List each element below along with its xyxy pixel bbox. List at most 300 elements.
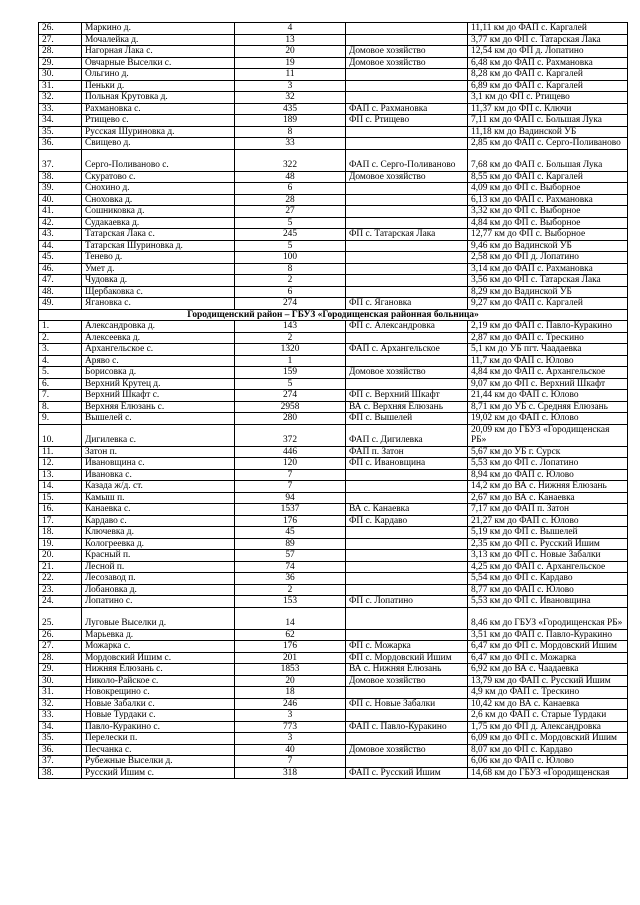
settlement-name-cell: Николо-Райское с.: [82, 675, 235, 687]
settlement-name-cell: Маркино д.: [82, 23, 235, 35]
row-number-cell: 47.: [39, 275, 82, 287]
settlement-name-cell: Польная Крутовка д.: [82, 92, 235, 104]
row-number-cell: 29.: [39, 57, 82, 69]
population-cell: 5: [235, 378, 346, 390]
population-cell: 318: [235, 767, 346, 779]
distance-to-facility-cell: 4,25 км до ФАП с. Архангельское: [468, 561, 628, 573]
table-row: [39, 596, 628, 608]
table-row: [39, 504, 628, 516]
medical-unit-cell: [346, 469, 468, 481]
row-number-cell: 5.: [39, 367, 82, 379]
row-number-cell: 46.: [39, 263, 82, 275]
row-number-cell: 13.: [39, 469, 82, 481]
table-row: [39, 80, 628, 92]
row-number-cell: 22.: [39, 573, 82, 585]
medical-unit-cell: [346, 263, 468, 275]
settlement-name-cell: Борисовка д.: [82, 367, 235, 379]
population-cell: 94: [235, 492, 346, 504]
settlement-name-cell: Русская Шуриновка д.: [82, 126, 235, 138]
distance-to-facility-cell: 8,46 км до ГБУЗ «Городищенская РБ»: [468, 607, 628, 629]
population-cell: 3: [235, 710, 346, 722]
medical-unit-cell: [346, 194, 468, 206]
table-row: [39, 561, 628, 573]
medical-unit-cell: [346, 378, 468, 390]
distance-to-facility-cell: 5,53 км до ФП с. Лопатино: [468, 458, 628, 470]
medical-unit-cell: [346, 80, 468, 92]
table-row: [39, 149, 628, 171]
medical-unit-cell: ФАП с. Дигилевка: [346, 424, 468, 446]
population-cell: 176: [235, 515, 346, 527]
table-row: [39, 573, 628, 585]
distance-to-facility-cell: 9,46 км до Вадинской УБ: [468, 240, 628, 252]
medical-unit-cell: ФП с. Татарская Лака: [346, 229, 468, 241]
table-row: [39, 698, 628, 710]
population-cell: 20: [235, 675, 346, 687]
settlement-name-cell: Щербаковка с.: [82, 286, 235, 298]
row-number-cell: 3.: [39, 344, 82, 356]
settlement-name-cell: Овчарные Выселки с.: [82, 57, 235, 69]
medical-unit-cell: [346, 69, 468, 81]
distance-to-facility-cell: 2,19 км до ФАП с. Павло-Куракино: [468, 321, 628, 333]
distance-to-facility-cell: 14,2 км до ВА с. Нижняя Елюзань: [468, 481, 628, 493]
table-row: [39, 652, 628, 664]
row-number-cell: 8.: [39, 401, 82, 413]
settlement-name-cell: Марьевка д.: [82, 629, 235, 641]
row-number-cell: 37.: [39, 149, 82, 171]
row-number-cell: 10.: [39, 424, 82, 446]
settlement-name-cell: Дигилевка с.: [82, 424, 235, 446]
settlement-name-cell: Александровка д.: [82, 321, 235, 333]
table-row: [39, 378, 628, 390]
medical-unit-cell: Домовое хозяйство: [346, 46, 468, 58]
row-number-cell: 35.: [39, 733, 82, 745]
table-row: [39, 57, 628, 69]
distance-to-facility-cell: 12,54 км до ФП д. Лопатино: [468, 46, 628, 58]
population-cell: 2: [235, 584, 346, 596]
table-row: [39, 171, 628, 183]
population-cell: 274: [235, 298, 346, 310]
distance-to-facility-cell: 4,09 км до ФП с. Выборное: [468, 183, 628, 195]
settlements-table: [38, 22, 628, 779]
table-row: [39, 515, 628, 527]
table-row: [39, 641, 628, 653]
population-cell: 1: [235, 355, 346, 367]
distance-to-facility-cell: 11,37 км до ФП с. Ключи: [468, 103, 628, 115]
row-number-cell: 18.: [39, 527, 82, 539]
table-row: [39, 424, 628, 446]
population-cell: 246: [235, 698, 346, 710]
row-number-cell: 31.: [39, 80, 82, 92]
table-row: [39, 275, 628, 287]
row-number-cell: 34.: [39, 115, 82, 127]
population-cell: 45: [235, 527, 346, 539]
settlement-name-cell: Ивановщина с.: [82, 458, 235, 470]
row-number-cell: 24.: [39, 596, 82, 608]
distance-to-facility-cell: 11,11 км до ФАП с. Каргалей: [468, 23, 628, 35]
row-number-cell: 26.: [39, 629, 82, 641]
settlement-name-cell: Камыш п.: [82, 492, 235, 504]
table-row: [39, 263, 628, 275]
row-number-cell: 39.: [39, 183, 82, 195]
row-number-cell: 40.: [39, 194, 82, 206]
population-cell: 4: [235, 23, 346, 35]
population-cell: 1853: [235, 664, 346, 676]
distance-to-facility-cell: 10,42 км до ВА с. Канаевка: [468, 698, 628, 710]
medical-unit-cell: [346, 275, 468, 287]
settlement-name-cell: Мордовский Ишим с.: [82, 652, 235, 664]
row-number-cell: 29.: [39, 664, 82, 676]
table-row: [39, 355, 628, 367]
population-cell: 245: [235, 229, 346, 241]
settlement-name-cell: Сошниковка д.: [82, 206, 235, 218]
table-row: [39, 710, 628, 722]
population-cell: 32: [235, 92, 346, 104]
medical-unit-cell: ФП с. Можарка: [346, 641, 468, 653]
row-number-cell: 48.: [39, 286, 82, 298]
population-cell: 773: [235, 721, 346, 733]
settlement-name-cell: Умет д.: [82, 263, 235, 275]
settlement-name-cell: Лопатино с.: [82, 596, 235, 608]
medical-unit-cell: [346, 584, 468, 596]
distance-to-facility-cell: 8,71 км до УБ с. Средняя Елюзань: [468, 401, 628, 413]
settlement-name-cell: Ключевка д.: [82, 527, 235, 539]
row-number-cell: 31.: [39, 687, 82, 699]
distance-to-facility-cell: 4,84 км до ФАП с. Архангельское: [468, 367, 628, 379]
row-number-cell: 28.: [39, 46, 82, 58]
settlement-name-cell: Кологреевка д.: [82, 538, 235, 550]
medical-unit-cell: ФП с. Новые Забалки: [346, 698, 468, 710]
row-number-cell: 21.: [39, 561, 82, 573]
distance-to-facility-cell: 3,13 км до ФП с. Новые Забалки: [468, 550, 628, 562]
distance-to-facility-cell: 3,14 км до ФАП с. Рахмановка: [468, 263, 628, 275]
settlement-name-cell: Серго-Поливаново с.: [82, 149, 235, 171]
row-number-cell: 44.: [39, 240, 82, 252]
medical-unit-cell: [346, 332, 468, 344]
table-row: [39, 675, 628, 687]
row-number-cell: 17.: [39, 515, 82, 527]
distance-to-facility-cell: 21,27 км до ФАП с. Юлово: [468, 515, 628, 527]
table-row: [39, 103, 628, 115]
row-number-cell: 33.: [39, 103, 82, 115]
row-number-cell: 32.: [39, 92, 82, 104]
settlement-name-cell: Ольгино д.: [82, 69, 235, 81]
settlement-name-cell: Русский Ишим с.: [82, 767, 235, 779]
settlement-name-cell: Тенево д.: [82, 252, 235, 264]
settlement-name-cell: Красный п.: [82, 550, 235, 562]
table-row: [39, 733, 628, 745]
medical-unit-cell: [346, 629, 468, 641]
distance-to-facility-cell: 19,02 км до ФАП с. Юлово: [468, 413, 628, 425]
population-cell: 74: [235, 561, 346, 573]
settlement-name-cell: Татарская Шуриновка д.: [82, 240, 235, 252]
row-number-cell: 33.: [39, 710, 82, 722]
settlement-name-cell: Новые Турдаки с.: [82, 710, 235, 722]
distance-to-facility-cell: 7,17 км до ФАП п. Затон: [468, 504, 628, 516]
table-row: [39, 34, 628, 46]
distance-to-facility-cell: 4,84 км до ФП с. Выборное: [468, 217, 628, 229]
distance-to-facility-cell: 6,47 км до ФП с. Мордовский Ишим: [468, 641, 628, 653]
table-row: [39, 46, 628, 58]
table-row: [39, 286, 628, 298]
settlement-name-cell: Пеньки д.: [82, 80, 235, 92]
settlement-name-cell: Ртищево с.: [82, 115, 235, 127]
population-cell: 143: [235, 321, 346, 333]
distance-to-facility-cell: 2,67 км до ВА с. Канаевка: [468, 492, 628, 504]
medical-unit-cell: [346, 492, 468, 504]
medical-unit-cell: ФП с. Вышелей: [346, 413, 468, 425]
table-row: [39, 458, 628, 470]
table-row: [39, 92, 628, 104]
medical-unit-cell: ФП с. Мордовский Ишим: [346, 652, 468, 664]
medical-unit-cell: ФП с. Кардаво: [346, 515, 468, 527]
settlement-name-cell: Татарская Лака с.: [82, 229, 235, 241]
settlement-name-cell: Верхний Шкафт с.: [82, 390, 235, 402]
medical-unit-cell: [346, 573, 468, 585]
distance-to-facility-cell: 3,1 км до ФП с. Ртищево: [468, 92, 628, 104]
distance-to-facility-cell: 3,32 км до ФП с. Выборное: [468, 206, 628, 218]
row-number-cell: 28.: [39, 652, 82, 664]
settlement-name-cell: Аряво с.: [82, 355, 235, 367]
distance-to-facility-cell: 5,1 км до УБ пгт. Чаадаевка: [468, 344, 628, 356]
settlement-name-cell: Мочалейка д.: [82, 34, 235, 46]
population-cell: 435: [235, 103, 346, 115]
population-cell: 3: [235, 80, 346, 92]
distance-to-facility-cell: 3,51 км до ФАП с. Павло-Куракино: [468, 629, 628, 641]
distance-to-facility-cell: 21,44 км до ФАП с. Юлово: [468, 390, 628, 402]
medical-unit-cell: ВА с. Верхняя Елюзань: [346, 401, 468, 413]
distance-to-facility-cell: 6,47 км до ФП с. Можарка: [468, 652, 628, 664]
distance-to-facility-cell: 4,9 км до ФАП с. Трескино: [468, 687, 628, 699]
medical-unit-cell: [346, 561, 468, 573]
settlement-name-cell: Перелески п.: [82, 733, 235, 745]
row-number-cell: 43.: [39, 229, 82, 241]
medical-unit-cell: [346, 355, 468, 367]
table-row: [39, 687, 628, 699]
population-cell: 201: [235, 652, 346, 664]
section-title: Городищенский район – ГБУЗ «Городищенская районная больница»: [39, 309, 628, 321]
settlement-name-cell: Луговые Выселки д.: [82, 607, 235, 629]
table-row: [39, 756, 628, 768]
row-number-cell: 20.: [39, 550, 82, 562]
population-cell: 274: [235, 390, 346, 402]
settlement-name-cell: Сноховка д.: [82, 194, 235, 206]
row-number-cell: 23.: [39, 584, 82, 596]
settlement-name-cell: Рахмановка с.: [82, 103, 235, 115]
distance-to-facility-cell: 8,28 км до ФАП с. Каргалей: [468, 69, 628, 81]
population-cell: 2958: [235, 401, 346, 413]
distance-to-facility-cell: 1,75 км до ФП д. Александровка: [468, 721, 628, 733]
settlement-name-cell: Верхний Крутец д.: [82, 378, 235, 390]
population-cell: 189: [235, 115, 346, 127]
distance-to-facility-cell: 5,54 км до ФП с. Кардаво: [468, 573, 628, 585]
distance-to-facility-cell: 8,94 км до ФАП с. Юлово: [468, 469, 628, 481]
table-row: [39, 321, 628, 333]
medical-unit-cell: [346, 92, 468, 104]
medical-unit-cell: ФАП с. Рахмановка: [346, 103, 468, 115]
medical-unit-cell: [346, 252, 468, 264]
distance-to-facility-cell: 9,07 км до ФП с. Верхний Шкафт: [468, 378, 628, 390]
medical-unit-cell: ВА с. Канаевка: [346, 504, 468, 516]
population-cell: 5: [235, 240, 346, 252]
medical-unit-cell: ФАП с. Павло-Куракино: [346, 721, 468, 733]
distance-to-facility-cell: 2,85 км до ФАП с. Серго-Поливаново: [468, 138, 628, 150]
distance-to-facility-cell: 11,7 км до ФАП с. Юлово: [468, 355, 628, 367]
population-cell: 14: [235, 607, 346, 629]
medical-unit-cell: [346, 756, 468, 768]
population-cell: 6: [235, 183, 346, 195]
distance-to-facility-cell: 6,06 км до ФАП с. Юлово: [468, 756, 628, 768]
settlement-name-cell: Алексеевка д.: [82, 332, 235, 344]
population-cell: 33: [235, 138, 346, 150]
population-cell: 6: [235, 286, 346, 298]
medical-unit-cell: ФП с. Ртищево: [346, 115, 468, 127]
distance-to-facility-cell: 14,68 км до ГБУЗ «Городищенская: [468, 767, 628, 779]
table-row: [39, 767, 628, 779]
table-row: [39, 744, 628, 756]
row-number-cell: 30.: [39, 69, 82, 81]
population-cell: 120: [235, 458, 346, 470]
population-cell: 7: [235, 481, 346, 493]
distance-to-facility-cell: 3,56 км до ФП с. Татарская Лака: [468, 275, 628, 287]
settlement-name-cell: Новые Забалки с.: [82, 698, 235, 710]
table-row: [39, 115, 628, 127]
settlement-name-cell: Можарка с.: [82, 641, 235, 653]
population-cell: 36: [235, 573, 346, 585]
medical-unit-cell: ФП с. Александровка: [346, 321, 468, 333]
population-cell: 8: [235, 126, 346, 138]
settlement-name-cell: Снохино д.: [82, 183, 235, 195]
table-row: [39, 206, 628, 218]
population-cell: 7: [235, 756, 346, 768]
table-row: [39, 413, 628, 425]
medical-unit-cell: [346, 240, 468, 252]
row-number-cell: 19.: [39, 538, 82, 550]
medical-unit-cell: [346, 206, 468, 218]
distance-to-facility-cell: 8,07 км до ФП с. Кардаво: [468, 744, 628, 756]
table-row: [39, 69, 628, 81]
medical-unit-cell: ФАП с. Русский Ишим: [346, 767, 468, 779]
table-row: [39, 664, 628, 676]
population-cell: 100: [235, 252, 346, 264]
population-cell: 40: [235, 744, 346, 756]
population-cell: 1320: [235, 344, 346, 356]
medical-unit-cell: Домовое хозяйство: [346, 367, 468, 379]
settlement-name-cell: Ягановка с.: [82, 298, 235, 310]
row-number-cell: 38.: [39, 767, 82, 779]
settlement-name-cell: Затон п.: [82, 446, 235, 458]
population-cell: 62: [235, 629, 346, 641]
table-row: [39, 252, 628, 264]
table-row: [39, 332, 628, 344]
table-row: [39, 367, 628, 379]
settlement-name-cell: Лесной п.: [82, 561, 235, 573]
settlement-name-cell: Новокрещино с.: [82, 687, 235, 699]
population-cell: 3: [235, 733, 346, 745]
population-cell: 20: [235, 46, 346, 58]
settlement-name-cell: Верхняя Елюзань с.: [82, 401, 235, 413]
population-cell: 8: [235, 263, 346, 275]
table-row: [39, 607, 628, 629]
row-number-cell: 14.: [39, 481, 82, 493]
medical-unit-cell: [346, 23, 468, 35]
row-number-cell: 16.: [39, 504, 82, 516]
distance-to-facility-cell: 12,77 км до ФП с. Выборное: [468, 229, 628, 241]
table-row: [39, 492, 628, 504]
medical-unit-cell: ФАП с. Архангельское: [346, 344, 468, 356]
medical-unit-cell: [346, 527, 468, 539]
medical-unit-cell: Домовое хозяйство: [346, 675, 468, 687]
medical-unit-cell: [346, 183, 468, 195]
medical-unit-cell: [346, 286, 468, 298]
settlement-name-cell: Вышелей с.: [82, 413, 235, 425]
distance-to-facility-cell: 2,58 км до ФП д. Лопатино: [468, 252, 628, 264]
row-number-cell: 42.: [39, 217, 82, 229]
table-row: [39, 240, 628, 252]
medical-unit-cell: Домовое хозяйство: [346, 171, 468, 183]
settlement-name-cell: Павло-Куракино с.: [82, 721, 235, 733]
row-number-cell: 32.: [39, 698, 82, 710]
medical-unit-cell: [346, 733, 468, 745]
settlement-name-cell: Канаевка с.: [82, 504, 235, 516]
table-row: [39, 390, 628, 402]
settlement-name-cell: Кардаво с.: [82, 515, 235, 527]
medical-unit-cell: [346, 710, 468, 722]
medical-unit-cell: ФП с. Ивановщина: [346, 458, 468, 470]
medical-unit-cell: [346, 550, 468, 562]
row-number-cell: 38.: [39, 171, 82, 183]
population-cell: 322: [235, 149, 346, 171]
distance-to-facility-cell: 20,09 км до ГБУЗ «Городищенская РБ»: [468, 424, 628, 446]
row-number-cell: 2.: [39, 332, 82, 344]
population-cell: 153: [235, 596, 346, 608]
settlement-name-cell: Лесозавод п.: [82, 573, 235, 585]
medical-unit-cell: Домовое хозяйство: [346, 57, 468, 69]
row-number-cell: 27.: [39, 34, 82, 46]
medical-unit-cell: [346, 34, 468, 46]
population-cell: 372: [235, 424, 346, 446]
population-cell: 159: [235, 367, 346, 379]
row-number-cell: 37.: [39, 756, 82, 768]
table-row: [39, 298, 628, 310]
population-cell: 89: [235, 538, 346, 550]
settlement-name-cell: Лобановка д.: [82, 584, 235, 596]
distance-to-facility-cell: 7,68 км до ФАП с. Большая Лука: [468, 149, 628, 171]
medical-unit-cell: [346, 138, 468, 150]
table-row: [39, 629, 628, 641]
distance-to-facility-cell: 5,19 км до ФП с. Вышелей: [468, 527, 628, 539]
population-cell: 2: [235, 332, 346, 344]
settlement-name-cell: Скуратово с.: [82, 171, 235, 183]
table-row: [39, 229, 628, 241]
row-number-cell: 49.: [39, 298, 82, 310]
table-row: [39, 344, 628, 356]
settlement-name-cell: Чудовка д.: [82, 275, 235, 287]
row-number-cell: 30.: [39, 675, 82, 687]
settlement-name-cell: Ивановка с.: [82, 469, 235, 481]
population-cell: 1537: [235, 504, 346, 516]
population-cell: 28: [235, 194, 346, 206]
row-number-cell: 15.: [39, 492, 82, 504]
medical-unit-cell: [346, 538, 468, 550]
medical-unit-cell: [346, 607, 468, 629]
table-row: [39, 584, 628, 596]
medical-unit-cell: ФП с. Лопатино: [346, 596, 468, 608]
distance-to-facility-cell: 8,29 км до Вадинской УБ: [468, 286, 628, 298]
row-number-cell: 9.: [39, 413, 82, 425]
distance-to-facility-cell: 6,92 км до ВА с. Чаадаевка: [468, 664, 628, 676]
medical-unit-cell: ВА с. Нижняя Елюзань: [346, 664, 468, 676]
population-cell: 48: [235, 171, 346, 183]
